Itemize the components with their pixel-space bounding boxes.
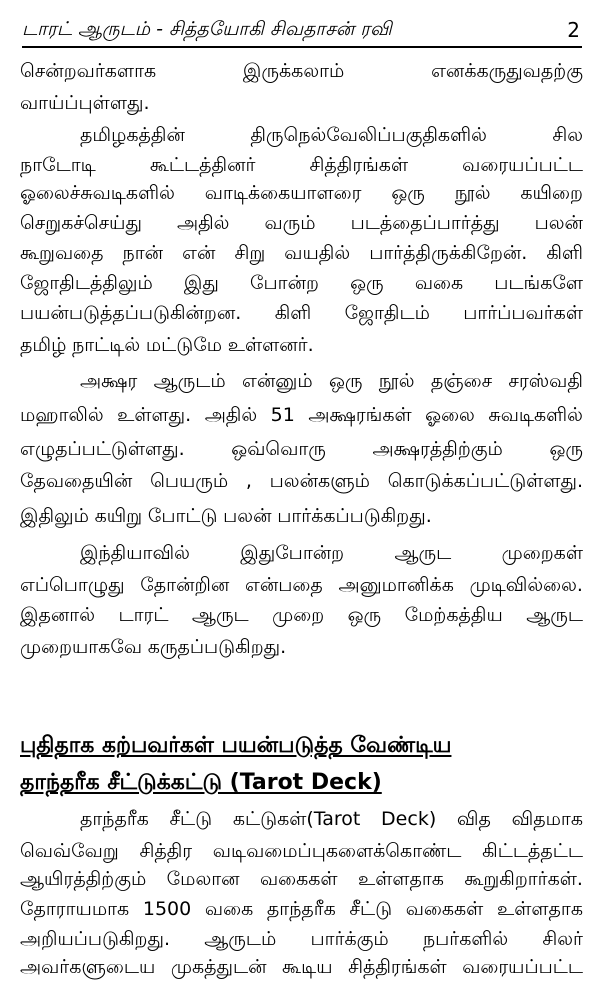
text-line: தாந்தரீக சீட்டு கட்டுகள்(Tarot Deck) வித விதமாக [80, 808, 583, 830]
text-line: எப்பொழுது தோன்றின என்பதை அனுமானிக்க முடிவில்லை. [20, 574, 583, 596]
text-line: ஓலைச்சுவடிகளில் வாடிக்கையாளரை ஒரு நூல் கயிறை [20, 182, 583, 204]
text-line: அவர்களுடைய முகத்துடன் கூடிய சித்திரங்கள் வரையப்பட்ட [20, 956, 583, 978]
text-line: தமிழகத்தின் திருநெல்வேலிப்பகுதிகளில் சில [80, 124, 583, 146]
running-title: டாரட் ஆருடம் - சித்தயோகி சிவதாசன் ரவி [22, 18, 392, 40]
text-line: செறுகச்செய்து அதில் வரும் படத்தைப்பார்த்து பலன் [20, 212, 583, 234]
section-heading-line-1: புதிதாக கற்பவர்கள் பயன்படுத்த வேண்டிய [20, 733, 452, 758]
text-line: அக்ஷர ஆருடம் என்னும் ஒரு நூல் தஞ்சை சரஸ்வதி [80, 370, 583, 392]
page-number: 2 [567, 18, 580, 42]
text-line: கூறுவதை நான் என் சிறு வயதில் பார்த்திருக்கிறேன். கிளி [20, 242, 583, 264]
text-line: இதிலும் கயிறு போட்டு பலன் பார்க்கப்படுகிறது. [20, 505, 432, 527]
text-line: முறையாகவே கருதப்படுகிறது. [20, 636, 287, 658]
text-line: மஹாலில் உள்ளது. அதில் 51 அக்ஷரங்கள் ஓலை சுவடிகளில் [20, 404, 583, 426]
text-line: சென்றவர்களாக இருக்கலாம் எனக்கருதுவதற்கு [20, 60, 583, 82]
text-line: அறியப்படுகிறது. ஆருடம் பார்க்கும் நபர்களில் சிலர் [20, 928, 583, 950]
text-line: எழுதப்பட்டுள்ளது. ஒவ்வொரு அக்ஷரத்திற்கும் ஒரு [20, 438, 583, 460]
text-line: வெவ்வேறு சித்திர வடிவமைப்புகளைக்கொண்ட கிட்டத்தட்ட [20, 840, 583, 862]
text-line: நாடோடி கூட்டத்தினர் சித்திரங்கள் வரையப்பட்ட [20, 154, 583, 176]
section-heading-line-2: தாந்தரீக சீட்டுக்கட்டு (Tarot Deck) [20, 770, 382, 795]
text-line: பயன்படுத்தப்படுகின்றன. கிளி ஜோதிடம் பார்ப்பவர்கள் [20, 302, 583, 324]
text-line: வாய்ப்புள்ளது. [20, 92, 150, 114]
text-line: தேவதையின் பெயரும் , பலன்களும் கொடுக்கப்பட்டுள்ளது. [20, 470, 583, 492]
text-line: ஜோதிடத்திலும் இது போன்ற ஒரு வகை படங்களே [20, 272, 583, 294]
text-line: இந்தியாவில் இதுபோன்ற ஆருட முறைகள் [80, 542, 583, 564]
text-line: ஆயிரத்திற்கும் மேலான வகைகள் உள்ளதாக கூறுகிறார்கள். [20, 868, 583, 890]
text-line: இதனால் டாரட் ஆருட முறை ஒரு மேற்கத்திய ஆருட [20, 604, 583, 626]
page-header [22, 14, 582, 48]
text-line: தமிழ் நாட்டில் மட்டுமே உள்ளனர். [20, 334, 314, 356]
text-line: தோராயமாக 1500 வகை தாந்தரீக சீட்டு வகைகள் உள்ளதாக [20, 898, 583, 920]
